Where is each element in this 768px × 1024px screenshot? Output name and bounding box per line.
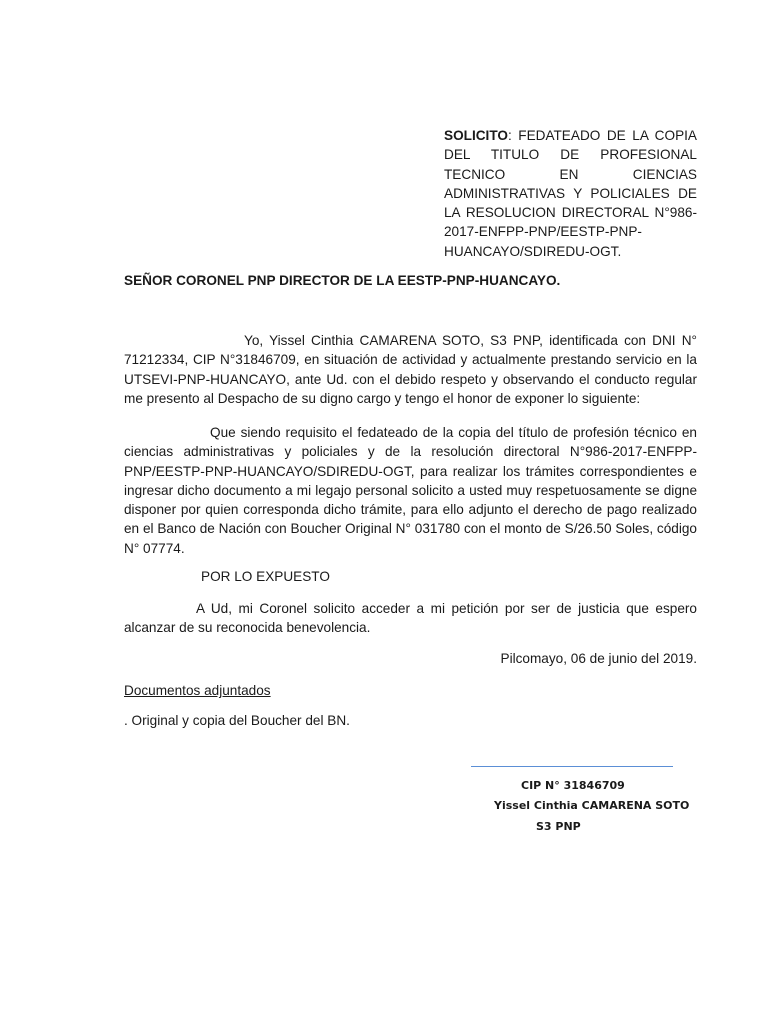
- signature-line: [471, 766, 673, 767]
- body-paragraph-1: Yo, Yissel Cinthia CAMARENA SOTO, S3 PNP, identificada con DNI N° 71212334, CIP N°31846709, en situación de actividad y actualmente prestando servicio en la UTSEVI-PNP-HUANCAYO, ante Ud. con el debido respeto y observando el conducto regular me presento al Despacho de su digno cargo y tengo el honor de exponer lo siguiente:: [124, 333, 697, 406]
- date-line: Pilcomayo, 06 de junio del 2019.: [500, 651, 697, 666]
- signature-name: Yissel Cinthia CAMARENA SOTO: [494, 799, 690, 812]
- signature-rank: S3 PNP: [536, 820, 581, 833]
- signature-cip: CIP N° 31846709: [521, 779, 625, 792]
- attachments-heading: Documentos adjuntados: [124, 683, 271, 698]
- por-lo-expuesto: POR LO EXPUESTO: [201, 569, 330, 584]
- subject-label: SOLICITO: [444, 128, 508, 143]
- body-paragraph-2: Que siendo requisito el fedateado de la copia del título de profesión técnico en ciencias administrativas y policiales y de la resolución directoral N°986-2017-ENFPP-PNP/EESTP-PNP-HUANCAYO/SDIREDU-OGT, para realizar los trámites correspondientes e ingresar dicho documento a mi legajo personal solicito a usted muy respetuosamente se digne disponer por quien corresponda dicho trámite, para ello adjunto el derecho de pago realizado en el Banco de Nación con Boucher Original N° 031780 con el monto de S/26.50 Soles, código N° 07774.: [124, 425, 697, 556]
- subject-block: [444, 126, 697, 261]
- addressee: SEÑOR CORONEL PNP DIRECTOR DE LA EESTP-PNP-HUANCAYO.: [124, 273, 561, 288]
- body-paragraph-3: A Ud, mi Coronel solicito acceder a mi petición por ser de justicia que espero alcanzar de su reconocida benevolencia.: [124, 601, 697, 636]
- attachment-item: . Original y copia del Boucher del BN.: [124, 713, 350, 728]
- subject-text: : FEDATEADO DE LA COPIA DEL TITULO DE PROFESIONAL TECNICO EN CIENCIAS ADMINISTRATIVAS Y POLICIALES DE LA RESOLUCION DIRECTORAL N°986-2017-ENFPP-PNP/EESTP-PNP-HUANCAYO/SDIREDU-OGT.: [444, 128, 697, 259]
